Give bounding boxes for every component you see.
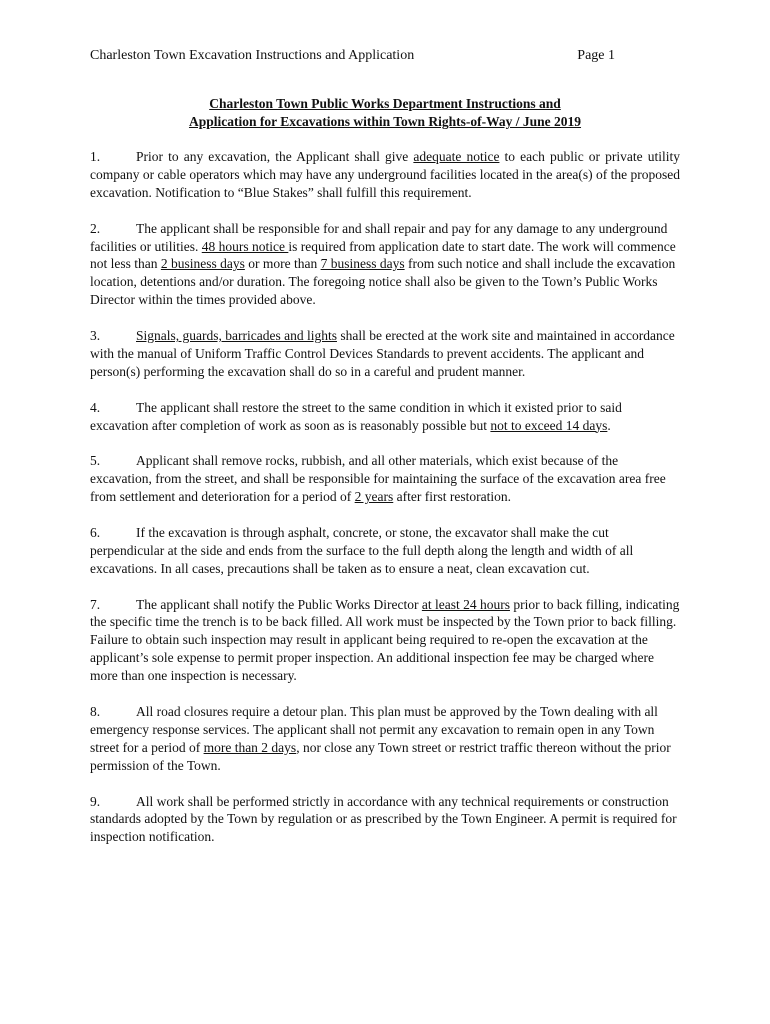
item-number: 3. bbox=[90, 328, 101, 344]
item-text: , nor close any Town street or restrict traffic thereon without the prior permission of the Town. bbox=[90, 739, 671, 773]
page-number: Page 1 bbox=[577, 48, 615, 63]
emphasis-text: 48 hours notice bbox=[201, 238, 289, 254]
item-number: 1. bbox=[90, 149, 101, 164]
item-text: . bbox=[607, 417, 611, 433]
document-title bbox=[90, 95, 680, 131]
instruction-item-4 bbox=[90, 399, 680, 435]
item-text: Applicant shall remove rocks, rubbish, and all other materials, which exist because of the excavation, from the street, and shall be responsible for maintaining the surface of the excavation area free from settlement and deterioration for a period of bbox=[90, 453, 666, 505]
item-number: 6. bbox=[90, 524, 101, 540]
header-title: Charleston Town Excavation Instructions and Application bbox=[90, 48, 415, 63]
instruction-item-3 bbox=[90, 327, 680, 381]
emphasis-text: 2 years bbox=[354, 489, 394, 505]
instruction-item-7 bbox=[90, 596, 680, 686]
emphasis-text: at least 24 hours bbox=[421, 596, 510, 612]
item-number: 8. bbox=[90, 703, 101, 719]
emphasis-text: 2 business days bbox=[160, 256, 245, 272]
item-text: shall be erected at the work site and maintained in accordance with the manual of Uniform Traffic Control Devices Standards to prevent accidents. The applicant and person(s) performing the excavation shall do so in a careful and prudent manner. bbox=[90, 328, 675, 379]
item-text: Prior to any excavation, the Applicant shall give bbox=[136, 149, 414, 164]
instruction-item-9 bbox=[90, 793, 680, 847]
item-number: 2. bbox=[90, 220, 101, 236]
instruction-item-5 bbox=[90, 452, 680, 506]
item-text: The applicant shall restore the street to the same condition in which it existed prior to said excavation after completion of work as soon as is reasonably possible but bbox=[90, 399, 622, 433]
item-text: If the excavation is through asphalt, concrete, or stone, the excavator shall make the cut perpendicular at the side and ends from the surface to the full depth along the length and width of all excavations. In all cases, precautions shall be taken as to ensure a neat, clean excavation cut. bbox=[90, 524, 634, 576]
item-text: to each public or private utility company or cable operators which may have any underground facilities located in the area(s) of the proposed excavation. Notification to “Blue Stakes” shall fulfill this requirement. bbox=[90, 149, 680, 200]
emphasis-text: 7 business days bbox=[320, 256, 405, 272]
item-text: or more than bbox=[244, 256, 321, 272]
emphasis-text: more than 2 days bbox=[203, 739, 297, 755]
instruction-list bbox=[90, 148, 680, 864]
item-text: prior to back filling, indicating the specific time the trench is to be back filled. All work must be inspected by the Town prior to back filling. Failure to obtain such inspection may result in applicant being required to re-open the excavation at the applicant’s sole expense to permit proper inspection. An additional inspection fee may be charged where more than one inspection is necessary. bbox=[90, 596, 680, 684]
instruction-item-1 bbox=[90, 148, 680, 202]
emphasis-text: Signals, guards, barricades and lights bbox=[136, 328, 337, 344]
item-number: 9. bbox=[90, 793, 101, 809]
title-line-1: Charleston Town Public Works Department Instructions and bbox=[209, 96, 561, 111]
instruction-item-2 bbox=[90, 220, 680, 310]
emphasis-text: adequate notice bbox=[413, 149, 500, 164]
instruction-item-8 bbox=[90, 703, 680, 775]
emphasis-text: not to exceed 14 days bbox=[490, 417, 608, 433]
item-number: 7. bbox=[90, 596, 101, 612]
item-number: 5. bbox=[90, 453, 101, 469]
item-text: The applicant shall notify the Public Works Director bbox=[136, 596, 422, 612]
item-text: after first restoration. bbox=[393, 489, 511, 505]
title-line-2: Application for Excavations within Town Rights-of-Way / June 2019 bbox=[188, 114, 582, 129]
item-text: The applicant shall be responsible for and shall repair and pay for any damage to any underground facilities or utilities. bbox=[90, 220, 668, 254]
item-text: is required from application date to start date. The work will commence not less than bbox=[90, 238, 676, 272]
item-number: 4. bbox=[90, 399, 101, 415]
item-text: All road closures require a detour plan. This plan must be approved by the Town dealing with all emergency response services. The applicant shall not permit any excavation to remain open in any Town street for a period of bbox=[90, 703, 658, 755]
item-text: from such notice and shall include the excavation location, detentions and/or duration. The foregoing notice shall also be given to the Town’s Public Works Director within the times provided above. bbox=[90, 256, 676, 308]
instruction-item-6 bbox=[90, 524, 680, 578]
item-text: All work shall be performed strictly in accordance with any technical requirements or construction standards adopted by the Town by regulation or as prescribed by the Town Engineer. A permit is required for inspection notification. bbox=[90, 793, 677, 845]
running-header bbox=[90, 47, 620, 65]
